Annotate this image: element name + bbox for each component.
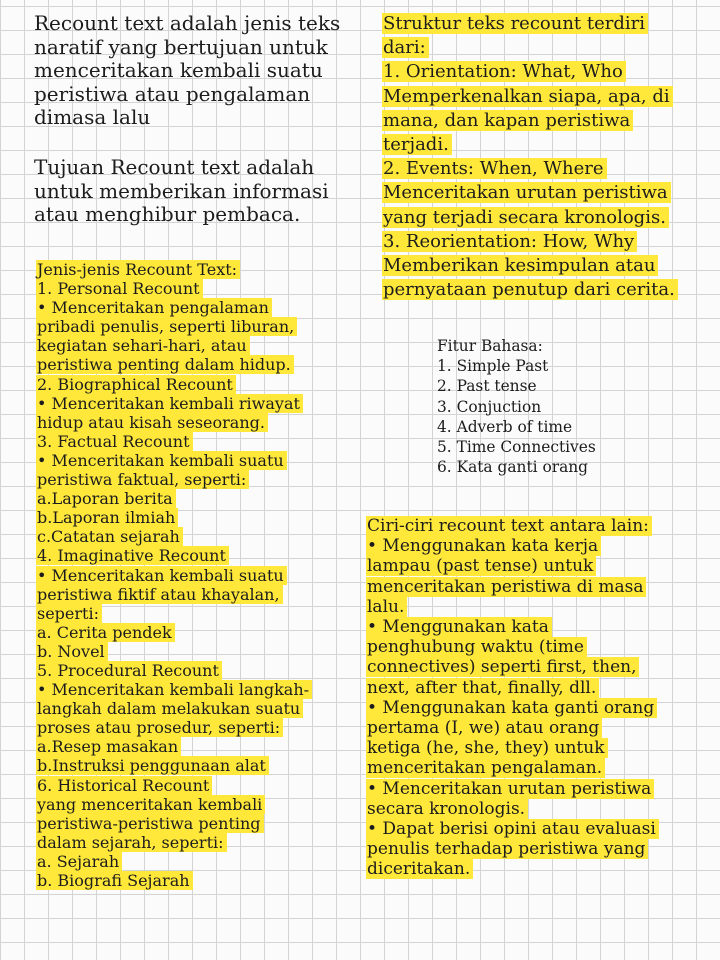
structure-line: mana, dan kapan peristiwa <box>382 110 633 131</box>
structure-line: Memberikan kesimpulan atau <box>382 255 658 276</box>
types-line: langkah dalam melakukan suatu <box>36 699 303 718</box>
structure-line: Menceritakan urutan peristiwa <box>382 182 671 203</box>
types-line: kegiatan sehari-hari, atau <box>36 336 250 355</box>
characteristics-line: ketiga (he, she, they) untuk <box>366 738 608 758</box>
characteristics-line: lalu. <box>366 597 407 617</box>
characteristics-line: menceritakan peristiwa di masa <box>366 577 646 597</box>
structure-line: 1. Orientation: What, Who <box>382 61 626 82</box>
types-line: peristiwa-peristiwa penting <box>36 814 264 833</box>
types-line: 3. Factual Recount <box>36 432 193 451</box>
characteristics-line: menceritakan pengalaman. <box>366 758 605 778</box>
language-features-list <box>437 336 596 477</box>
definition-line: peristiwa atau pengalaman <box>34 81 311 106</box>
types-line: a. Sejarah <box>36 852 122 871</box>
types-line: peristiwa penting dalam hidup. <box>36 355 294 374</box>
characteristics-line: pertama (I, we) atau orang <box>366 718 602 738</box>
types-line: 2. Biographical Recount <box>36 375 236 394</box>
features-line: 5. Time Connectives <box>437 438 596 457</box>
characteristics-line: penghubung waktu (time <box>366 637 587 657</box>
types-line: 4. Imaginative Recount <box>36 546 229 565</box>
characteristics-line: • Menceritakan urutan peristiwa <box>366 779 654 799</box>
types-line: a. Cerita pendek <box>36 623 175 642</box>
types-line: • Menceritakan kembali suatu <box>36 451 287 470</box>
types-section <box>36 260 312 890</box>
structure-line: Struktur teks recount terdiri <box>382 13 648 34</box>
characteristics-line: next, after that, finally, dll. <box>366 678 599 698</box>
types-line: • Menceritakan kembali langkah- <box>36 680 312 699</box>
structure-heading <box>382 12 678 36</box>
purpose-line: untuk memberikan informasi <box>34 178 329 203</box>
characteristics-line: • Menggunakan kata <box>366 617 552 637</box>
characteristics-line: penulis terhadap peristiwa yang <box>366 839 648 859</box>
definition-line: dimasa lalu <box>34 105 151 129</box>
features-line: 2. Past tense <box>437 377 537 396</box>
types-line: a.Resep masakan <box>36 737 181 756</box>
types-line: peristiwa faktual, seperti: <box>36 470 249 489</box>
characteristics-line: Ciri-ciri recount text antara lain: <box>366 516 652 536</box>
characteristics-section <box>366 516 659 880</box>
structure-section <box>382 12 678 302</box>
types-line: 1. Personal Recount <box>36 279 203 298</box>
definition-line: naratif yang bertujuan untuk <box>34 34 328 59</box>
types-line: • Menceritakan kembali riwayat <box>36 394 303 413</box>
types-line: dalam sejarah, seperti: <box>36 833 227 852</box>
structure-line: terjadi. <box>382 134 452 155</box>
types-line: 6. Historical Recount <box>36 776 212 795</box>
characteristics-line: secara kronologis. <box>366 799 528 819</box>
characteristics-line: diceritakan. <box>366 859 473 879</box>
types-line: seperti: <box>36 604 102 623</box>
types-line: b.Laporan ilmiah <box>36 508 178 527</box>
purpose-line: Tujuan Recount text adalah <box>34 155 315 179</box>
characteristics-line: • Menggunakan kata kerja <box>366 536 601 556</box>
types-line: pribadi penulis, seperti liburan, <box>36 317 297 336</box>
purpose-paragraph <box>34 156 329 227</box>
types-line: 5. Procedural Recount <box>36 661 222 680</box>
structure-line: yang terjadi secara kronologis. <box>382 207 669 228</box>
characteristics-line: connectives) seperti first, then, <box>366 657 639 677</box>
definition-line: Recount text adalah jenis teks <box>34 11 341 35</box>
types-line: b. Biografi Sejarah <box>36 871 193 890</box>
types-line: yang menceritakan kembali <box>36 795 265 814</box>
characteristics-line: • Dapat berisi opini atau evaluasi <box>366 819 659 839</box>
purpose-line: atau menghibur pembaca. <box>34 202 301 226</box>
features-line: 3. Conjuction <box>437 397 542 416</box>
characteristics-line: • Menggunakan kata ganti orang <box>366 698 657 718</box>
features-line: 6. Kata ganti orang <box>437 458 589 477</box>
types-line: c.Catatan sejarah <box>36 527 183 546</box>
structure-line: 2. Events: When, Where <box>382 158 607 179</box>
structure-line: Memperkenalkan siapa, apa, di <box>382 86 673 107</box>
types-line: proses atau prosedur, seperti: <box>36 718 283 737</box>
types-line: peristiwa fiktif atau khayalan, <box>36 585 283 604</box>
types-line: hidup atau kisah seseorang. <box>36 413 268 432</box>
types-line: a.Laporan berita <box>36 489 176 508</box>
types-line: b. Novel <box>36 642 108 661</box>
types-line: • Menceritakan kembali suatu <box>36 566 287 585</box>
features-line: 1. Simple Past <box>437 357 549 376</box>
features-line: 4. Adverb of time <box>437 417 573 436</box>
structure-line: pernyataan penutup dari cerita. <box>382 279 678 300</box>
definition-paragraph <box>34 12 340 130</box>
structure-line: 3. Reorientation: How, Why <box>382 231 637 252</box>
types-line: • Menceritakan pengalaman <box>36 298 272 317</box>
characteristics-line: lampau (past tense) untuk <box>366 556 596 576</box>
definition-line: menceritakan kembali suatu <box>34 58 323 82</box>
types-line: Jenis-jenis Recount Text: <box>36 260 240 279</box>
types-line: b.Instruksi penggunaan alat <box>36 756 269 775</box>
structure-line: dari: <box>382 37 429 58</box>
features-line: Fitur Bahasa: <box>437 337 543 355</box>
